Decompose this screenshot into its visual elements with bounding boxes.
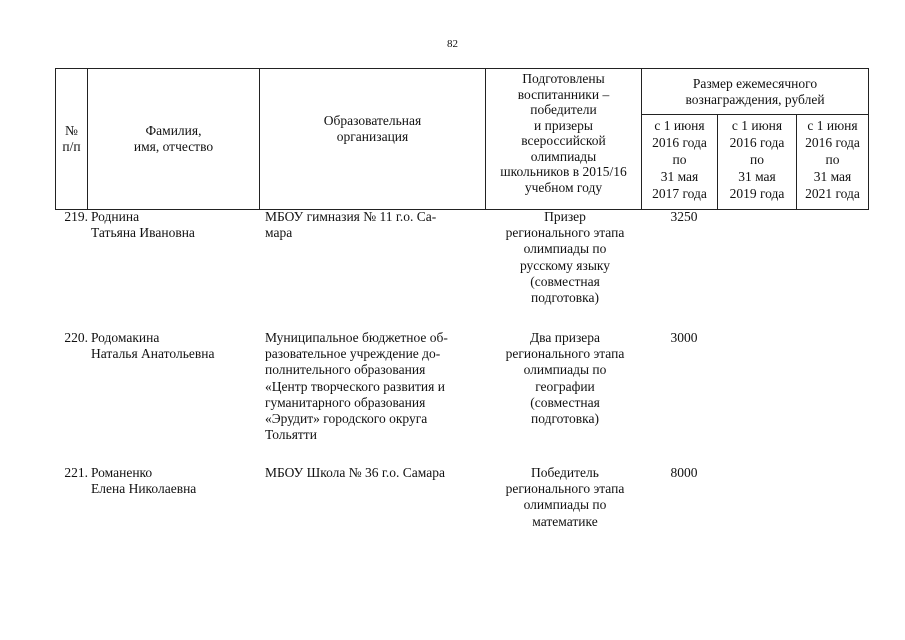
row-achievement: Победитель регионального этапа олимпиады по математике [505,465,625,529]
header-reward: Размер ежемесячного вознаграждения, рублей [642,69,869,115]
row-organization: МБОУ Школа № 36 г.о. Самара [265,465,445,480]
row-organization: МБОУ гимназия № 11 г.о. Са- мара [265,209,437,241]
row-number: 221. [64,465,88,480]
row-reward-2017: 8000 [670,465,698,480]
row-number: 220. [64,330,88,345]
header-name: Фамилия, имя, отчество [88,69,260,210]
row-full-name: Роднина Татьяна Ивановна [91,209,195,241]
row-number: 219. [64,209,88,224]
header-num: № п/п [56,69,88,210]
header-prepared: Подготовлены воспитанники – победители и призеры всероссийской олимпиады школьников в 2015/16 учебном году [486,69,642,210]
row-achievement: Призер регионального этапа олимпиады по русскому языку (совместная подготовка) [505,209,625,306]
header-period-2021: с 1 июня 2016 года по 31 мая 2021 года [797,115,869,210]
row-reward-2017: 3250 [670,209,698,224]
header-period-2017: с 1 июня 2016 года по 31 мая 2017 года [642,115,718,210]
row-full-name: Родомакина Наталья Анатольевна [91,330,215,362]
row-organization: Муниципальное бюджетное об- разовательное учреждение до- полнительного образования «Центр творческого развития и гуманитарного образования «Эрудит» городского округа Тольятти [265,330,448,443]
row-full-name: Романенко Елена Николаевна [91,465,197,497]
row-achievement: Два призера регионального этапа олимпиады по географии (совместная подготовка) [505,330,625,427]
row-reward-2017: 3000 [670,330,698,345]
header-org: Образовательная организация [260,69,486,210]
header-period-2019: с 1 июня 2016 года по 31 мая 2019 года [718,115,797,210]
page-number: 82 [447,38,458,50]
table-header [55,68,869,210]
